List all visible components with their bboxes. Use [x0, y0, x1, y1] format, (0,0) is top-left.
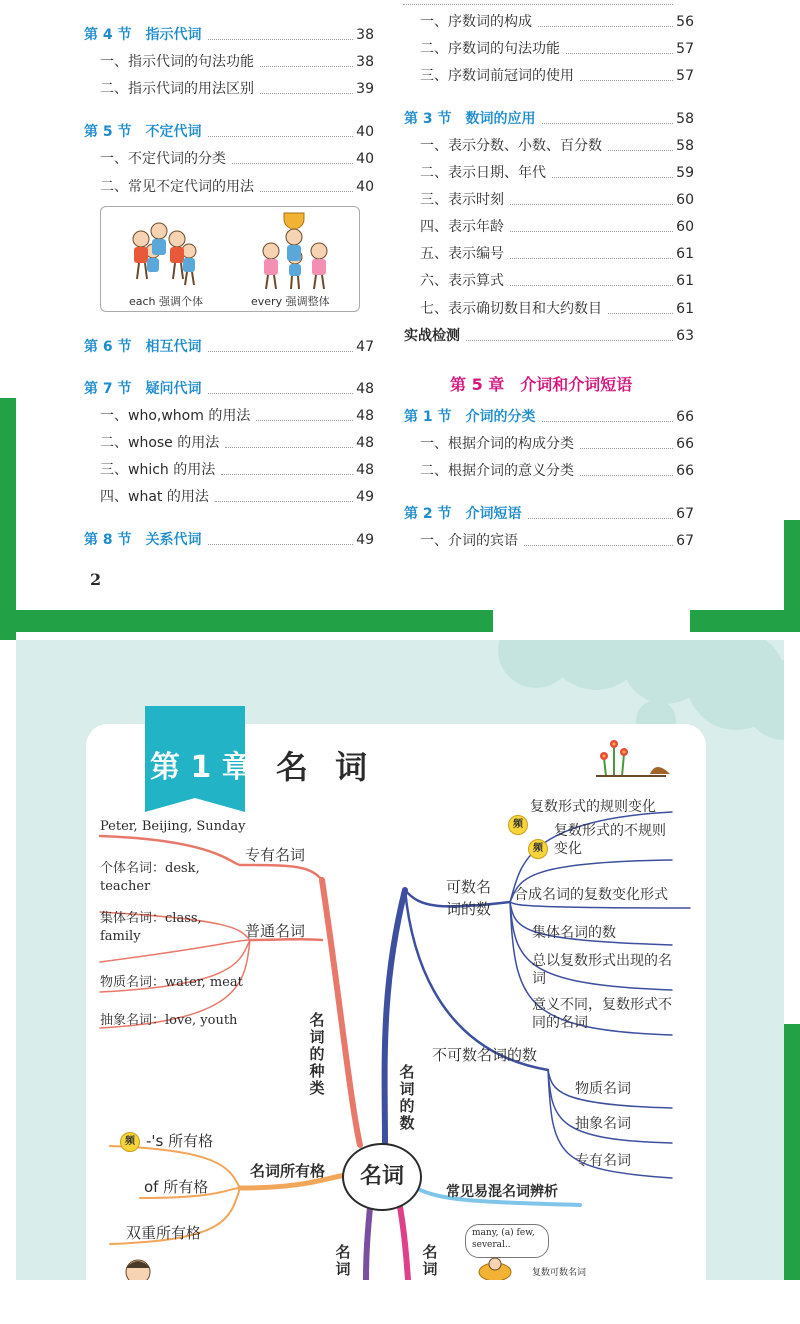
speech-bubble [465, 1224, 549, 1258]
toc-section-row[interactable] [84, 378, 374, 398]
toc-leader-dots [538, 26, 673, 27]
toc-label: 二、根据介词的意义分类 [420, 463, 574, 479]
toc-item-row[interactable] [404, 38, 694, 58]
toc-page-number: 49 [356, 489, 374, 505]
toc-label: 二、序数词的句法功能 [420, 41, 560, 57]
character-icon [118, 1254, 158, 1280]
toc-section-row[interactable] [84, 529, 374, 549]
toc-leader-dots [260, 191, 353, 192]
toc-label: 三、which 的用法 [100, 462, 216, 478]
toc-label: 四、what 的用法 [100, 489, 209, 505]
toc-label: 二、常见不定代词的用法 [100, 179, 254, 195]
toc-chapter-title: 第 5 章 介词和介词短语 [450, 375, 633, 394]
toc-test-row[interactable] [404, 325, 694, 345]
toc-item-row[interactable] [84, 176, 374, 196]
countable-sub-4: 集体名词的数 [532, 925, 616, 941]
toc-label: 一、序数词的构成 [420, 14, 532, 30]
toc-leader-dots [208, 39, 354, 40]
toc-section-row[interactable] [84, 121, 374, 141]
toc-page-number: 66 [676, 463, 694, 479]
frequent-badge-3: 频 [120, 1132, 140, 1152]
speech-bubble-text: many, (a) few, several.. [472, 1228, 535, 1250]
bottom-right-label: 名词 [422, 1243, 438, 1278]
countable-sub-1: 复数形式的规则变化 [530, 799, 656, 815]
toc-cut-row [403, 0, 673, 5]
toc-page-number: 38 [356, 27, 374, 43]
countable-sub-2: 复数形式的不规则变化 [554, 823, 666, 857]
toc-label: 二、指示代词的用法区别 [100, 81, 254, 97]
uncountable-node: 不可数名词的数 [432, 1046, 538, 1064]
toc-leader-dots [580, 448, 673, 449]
toc-label: 一、表示分数、小数、百分数 [420, 138, 602, 154]
toc-label: 五、表示编号 [420, 246, 504, 262]
toc-page-number: 67 [676, 533, 694, 549]
toc-label: 第 1 节 介词的分类 [404, 409, 536, 425]
toc-item-row[interactable] [404, 270, 694, 290]
countable-sub-6: 意义不同，复数形式不同的名词 [532, 997, 672, 1031]
common-sub-2: 集体名词：class, family [100, 911, 202, 944]
green-frame-bottom-left [16, 610, 493, 632]
frequent-badge-1: 频 [508, 815, 528, 835]
toc-leader-dots [524, 545, 673, 546]
toc-item-row[interactable] [404, 243, 694, 263]
toc-page [0, 0, 800, 640]
chapter-title: 名 词 [276, 748, 376, 786]
each-every-illustration [100, 206, 360, 312]
toc-page-number: 58 [676, 111, 694, 127]
toc-page-number: 57 [676, 68, 694, 84]
toc-leader-dots [552, 177, 673, 178]
toc-item-row[interactable] [404, 11, 694, 31]
toc-label: 四、表示年龄 [420, 219, 504, 235]
number-label: 名词的数 [399, 1063, 415, 1132]
proper-example: Peter, Beijing, Sunday [100, 819, 246, 834]
toc-item-row[interactable] [404, 298, 694, 318]
toc-page-number: 49 [356, 532, 374, 548]
toc-leader-dots [542, 421, 674, 422]
toc-page-number: 48 [356, 462, 374, 478]
toc-item-row[interactable] [84, 78, 374, 98]
center-node: 名词 [342, 1143, 422, 1211]
toc-leader-dots [260, 66, 353, 67]
toc-label: 一、who,whom 的用法 [100, 408, 251, 424]
toc-leader-dots [260, 93, 353, 94]
toc-leader-dots [510, 231, 673, 232]
toc-page-number: 57 [676, 41, 694, 57]
toc-leader-dots [608, 313, 673, 314]
toc-section-row[interactable] [404, 406, 694, 426]
toc-item-row[interactable] [404, 65, 694, 85]
bubble-caption: 复数可数名词 [532, 1268, 587, 1278]
proper-noun-node: 专有名词 [245, 846, 306, 864]
countable-sub-3: 合成名词的复数变化形式 [514, 887, 668, 903]
toc-leader-dots [580, 475, 673, 476]
toc-label: 一、介词的宾语 [420, 533, 518, 549]
toc-page-number: 40 [356, 124, 374, 140]
toc-item-row[interactable] [84, 148, 374, 168]
confusing-node: 常见易混名词辨析 [446, 1184, 558, 1200]
toc-item-row[interactable] [404, 189, 694, 209]
toc-leader-dots [232, 163, 353, 164]
toc-leader-dots [580, 80, 673, 81]
toc-leader-dots [208, 393, 354, 394]
toc-leader-dots [542, 123, 674, 124]
common-sub-1: 个体名词：desk, teacher [100, 861, 200, 894]
toc-leader-dots [208, 136, 354, 137]
toc-label: 第 4 节 指示代词 [84, 27, 202, 43]
toc-page-number: 47 [356, 339, 374, 355]
toc-item-row[interactable] [84, 51, 374, 71]
toc-label: 三、序数词前冠词的使用 [420, 68, 574, 84]
toc-leader-dots [510, 204, 673, 205]
toc-leader-dots [215, 501, 353, 502]
toc-page-number: 48 [356, 408, 374, 424]
countable-node: 可数名词的数 [446, 878, 492, 918]
toc-item-row[interactable] [404, 216, 694, 236]
page-number: 2 [90, 570, 102, 589]
toc-page-number: 40 [356, 151, 374, 167]
toc-item-row[interactable] [404, 530, 694, 550]
toc-leader-dots [208, 351, 354, 352]
toc-leader-dots [510, 285, 673, 286]
toc-label: 二、whose 的用法 [100, 435, 220, 451]
toc-page-number: 38 [356, 54, 374, 70]
common-noun-node: 普通名词 [245, 922, 306, 940]
toc-item-row[interactable] [404, 135, 694, 155]
toc-page-number: 66 [676, 436, 694, 452]
toc-page-number: 48 [356, 381, 374, 397]
toc-page-number: 61 [676, 301, 694, 317]
toc-page-number: 40 [356, 179, 374, 195]
toc-section-row[interactable] [84, 24, 374, 44]
toc-label: 第 6 节 相互代词 [84, 339, 202, 355]
possessive-node: 名词所有格 [250, 1162, 326, 1180]
toc-page-number: 61 [676, 273, 694, 289]
possessive-sub-2: of 所有格 [144, 1178, 209, 1196]
kinds-label: 名词的种类 [309, 1011, 325, 1097]
toc-label: 一、根据介词的构成分类 [420, 436, 574, 452]
common-sub-3: 物质名词：water, meat [100, 975, 243, 990]
toc-label: 实战检测 [404, 328, 460, 344]
frequent-badge-2: 频 [528, 839, 548, 859]
toc-page-number: 61 [676, 246, 694, 262]
toc-label: 第 7 节 疑问代词 [84, 381, 202, 397]
bottom-left-label: 名词 [335, 1243, 351, 1278]
uncountable-sub-3: 专有名词 [575, 1153, 631, 1169]
uncountable-sub-1: 物质名词 [575, 1081, 631, 1097]
each-caption: each 强调个体 [129, 295, 204, 308]
toc-label: 第 2 节 介词短语 [404, 506, 522, 522]
toc-page-number: 66 [676, 409, 694, 425]
possessive-sub-1: -'s 所有格 [146, 1132, 214, 1150]
uncountable-sub-2: 抽象名词 [575, 1116, 631, 1132]
toc-leader-dots [208, 544, 354, 545]
toc-page-number: 39 [356, 81, 374, 97]
toc-page-number: 58 [676, 138, 694, 154]
toc-label: 第 8 节 关系代词 [84, 532, 202, 548]
countable-sub-5: 总以复数形式出现的名词 [532, 953, 672, 987]
toc-page-number: 48 [356, 435, 374, 451]
toc-label: 一、不定代词的分类 [100, 151, 226, 167]
toc-item-row[interactable] [404, 460, 694, 480]
toc-item-row[interactable] [404, 433, 694, 453]
toc-label: 二、表示日期、年代 [420, 165, 546, 181]
toc-item-row[interactable] [84, 459, 374, 479]
toc-leader-dots [566, 53, 673, 54]
possessive-sub-3: 双重所有格 [126, 1224, 202, 1242]
toc-item-row[interactable] [84, 432, 374, 452]
toc-section-row[interactable] [404, 503, 694, 523]
toc-leader-dots [225, 447, 353, 448]
toc-label: 六、表示算式 [420, 273, 504, 289]
toc-label: 三、表示时刻 [420, 192, 504, 208]
toc-leader-dots [221, 474, 353, 475]
toc-item-row[interactable] [404, 162, 694, 182]
toc-leader-dots [466, 340, 673, 341]
toc-label: 一、指示代词的句法功能 [100, 54, 254, 70]
green-frame-right [784, 520, 800, 632]
toc-leader-dots [528, 518, 674, 519]
toc-label: 第 3 节 数词的应用 [404, 111, 536, 127]
toc-page-number: 67 [676, 506, 694, 522]
toc-item-row[interactable] [84, 486, 374, 506]
toc-leader-dots [608, 150, 673, 151]
toc-leader-dots [256, 420, 353, 421]
bird-icon [470, 1256, 520, 1280]
toc-page-number: 63 [676, 328, 694, 344]
toc-label: 七、表示确切数目和大约数目 [420, 301, 602, 317]
toc-item-row[interactable] [84, 405, 374, 425]
common-sub-4: 抽象名词：love, youth [100, 1013, 238, 1028]
toc-leader-dots [510, 258, 673, 259]
toc-page-number: 60 [676, 219, 694, 235]
toc-label: 第 5 节 不定代词 [84, 124, 202, 140]
toc-page-number: 59 [676, 165, 694, 181]
toc-section-row[interactable] [404, 108, 694, 128]
toc-page-number: 56 [676, 14, 694, 30]
chapter-number: 第 1 章 [150, 750, 252, 785]
chapter-page [0, 640, 800, 1280]
toc-page-number: 60 [676, 192, 694, 208]
toc-section-row[interactable] [84, 336, 374, 356]
every-caption: every 强调整体 [251, 295, 330, 308]
